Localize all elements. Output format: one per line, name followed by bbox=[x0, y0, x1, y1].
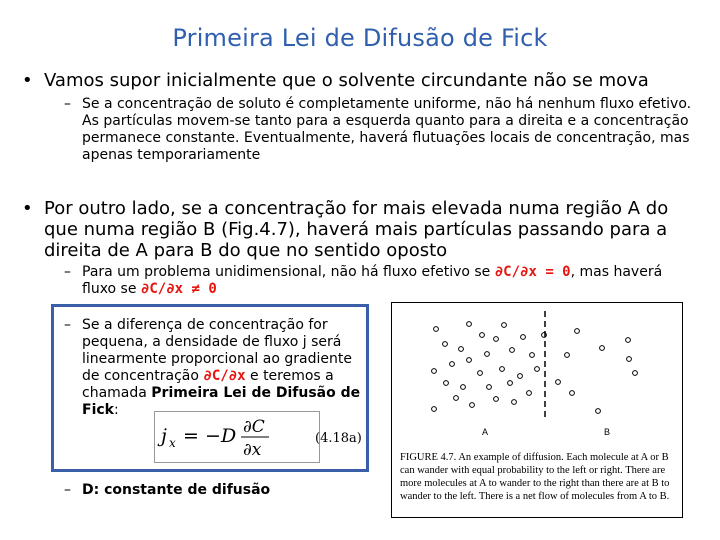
svg-text:= −: = − bbox=[183, 425, 221, 447]
bullet-2-line-2: que numa região B (Fig.4.7), haverá mais partículas passando para a bbox=[44, 219, 668, 240]
law-name-end: Fick bbox=[82, 402, 114, 418]
svg-text:x: x bbox=[169, 436, 176, 450]
bullet-2-sub-1-text bbox=[82, 264, 662, 298]
sub-2-line-4a: de concentração bbox=[82, 368, 199, 384]
diffusion-figure bbox=[391, 302, 683, 518]
sub-1-pre: Para um problema unidimensional, não há fluxo efetivo se bbox=[82, 264, 491, 280]
highlight-box bbox=[51, 304, 369, 472]
colon: : bbox=[113, 402, 119, 418]
gradient-zero: ∂C/∂x = 0 bbox=[494, 264, 571, 280]
sub-1-pre-2: fluxo se bbox=[82, 281, 137, 297]
formula-box bbox=[154, 411, 320, 463]
law-name: Primeira Lei de Difusão de bbox=[151, 385, 361, 401]
sub-2-line-2: pequena, a densidade de fluxo j será bbox=[82, 334, 342, 350]
bullet-1-text: Vamos supor inicialmente que o solvente circundante não se mova bbox=[44, 70, 649, 91]
svg-text:∂C: ∂C bbox=[243, 417, 265, 437]
sub-2-line-5a: chamada bbox=[82, 385, 147, 401]
gradient-term: ∂C/∂x bbox=[203, 368, 246, 384]
bullet-2-sub-2-text bbox=[82, 317, 360, 419]
dash-marker: – bbox=[64, 482, 71, 498]
bullet-2-text bbox=[44, 198, 668, 261]
dash-marker: – bbox=[64, 317, 71, 333]
sub-1-mid: , mas haverá bbox=[570, 264, 663, 280]
sub-2-line-3: linearmente proporcional ao gradiente bbox=[82, 351, 352, 367]
molecule-diagram bbox=[392, 303, 682, 443]
equation-number: (4.18a) bbox=[315, 431, 362, 446]
svg-text:D: D bbox=[221, 425, 237, 447]
svg-text:∂x: ∂x bbox=[243, 440, 262, 460]
label-b: B bbox=[604, 427, 611, 437]
bullet-1-sub-text: Se a concentração de soluto é completamente uniforme, não há nenhum fluxo efetivo. As partículas movem-se tanto para a esquerda quanto para a direita e a concentração permanece constante. Eventualmente, haverá flutuações locais de concentração, mas apenas temporariamente bbox=[82, 96, 692, 163]
gradient-nonzero: ∂C/∂x ≠ 0 bbox=[140, 281, 217, 297]
fick-formula bbox=[155, 412, 317, 460]
slide-title: Primeira Lei de Difusão de Fick bbox=[172, 24, 548, 52]
figure-caption: FIGURE 4.7. An example of diffusion. Each molecule at A or B can wander with equal probability to the left or right. There are more molecules at A to wander to the right than there are at B to wander to the left. There is a net flow of molecules from A to B. bbox=[400, 452, 670, 502]
dash-marker: – bbox=[64, 96, 71, 112]
label-a: A bbox=[482, 427, 489, 437]
sub-2-line-4b: e teremos a bbox=[250, 368, 334, 384]
sub-2-line-1: Se a diferença de concentração for bbox=[82, 317, 328, 333]
svg-text:j: j bbox=[161, 425, 167, 447]
bullet-2-line-3: direita de A para B do que no sentido oposto bbox=[44, 240, 448, 261]
diffusion-constant-text: D: constante de difusão bbox=[82, 482, 271, 498]
dash-marker: – bbox=[64, 264, 71, 280]
bullet-dot: • bbox=[22, 198, 33, 219]
bullet-2-line-1: Por outro lado, se a concentração for mais elevada numa região A do bbox=[44, 198, 669, 219]
bullet-dot: • bbox=[22, 70, 33, 91]
